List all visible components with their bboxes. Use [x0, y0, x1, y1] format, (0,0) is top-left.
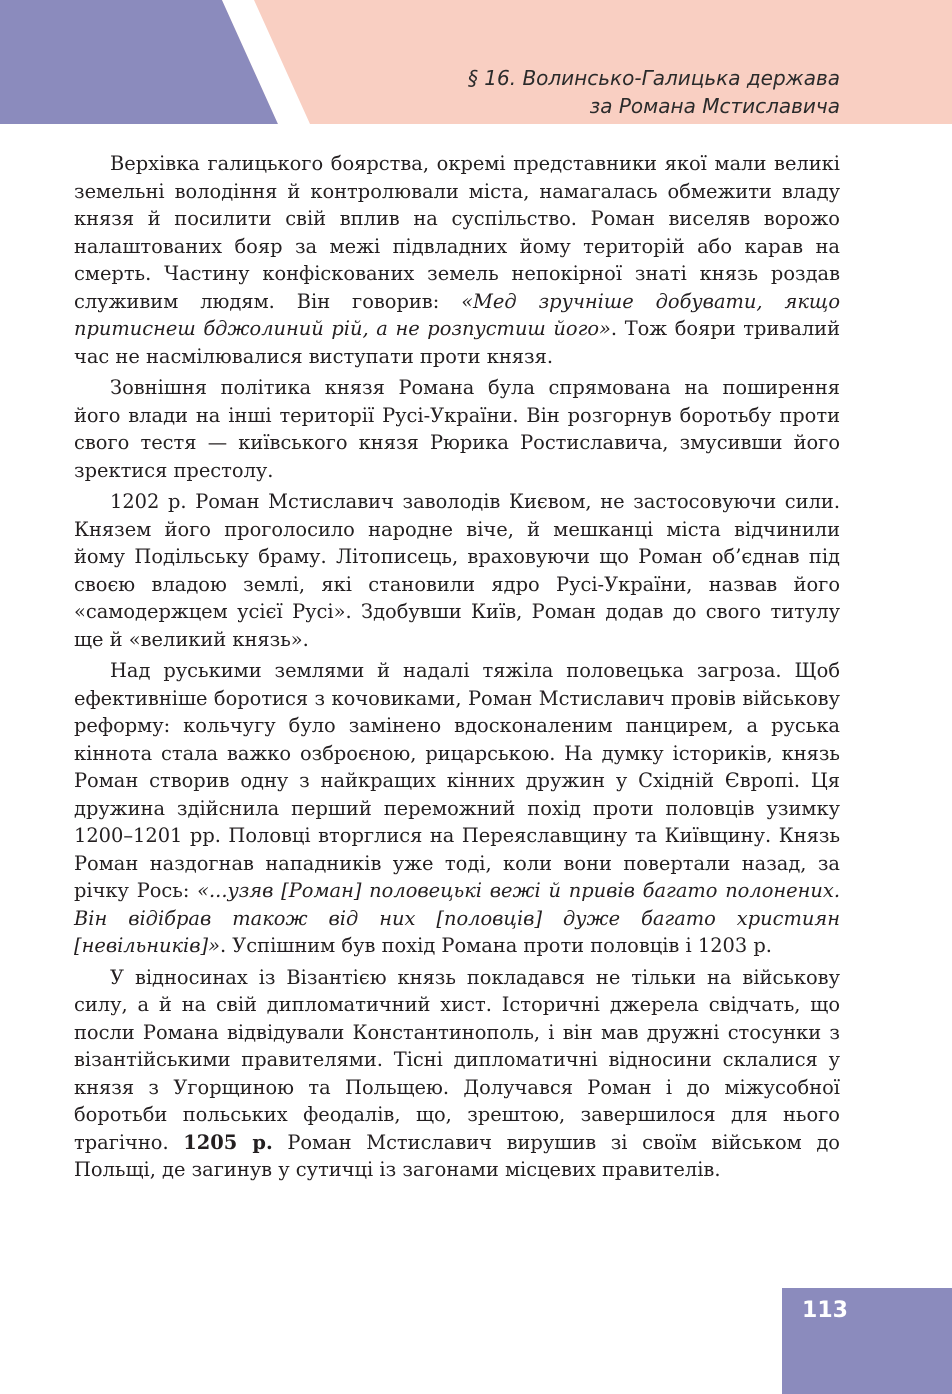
paragraph-5: [74, 964, 840, 1184]
quote: «Мед зручніше добувати, якщо притиснеш бджолиний рій, а не розпустиш його»: [74, 289, 840, 340]
section-title-line-1: § 16. Волинсько-Галицька держава: [467, 66, 840, 90]
paragraph-3: [74, 488, 840, 653]
section-title-line-2: за Романа Мстиславича: [589, 94, 840, 118]
paragraph-text: Верхівка галицького боярства, окремі представники якої мали великі земельні володіння й контролювали міста, намагалась обмежити владу князя й посилити свій вплив на суспільство. Роман виселяв ворожо налаштованих бояр за межі підвладних йому територій або карав на смерть. Частину конфіскованих земель непокірної знаті князь роздав служивим людям. Він говорив:: [74, 152, 840, 313]
date-highlight: 1205 р.: [183, 1130, 273, 1154]
paragraph-4: [74, 657, 840, 960]
paragraph-text: Роман Мстиславич вирушив зі своїм військом до Польщі, де загинув у сутичці із загонами місцевих правителів.: [74, 1130, 840, 1181]
paragraph-1: [74, 150, 840, 370]
paragraph-2: [74, 374, 840, 484]
body-text: [74, 150, 840, 1188]
paragraph-text: Над руськими землями й надалі тяжіла половецька загроза. Щоб ефективніше боротися з кочовиками, Роман Мстиславич провів військову реформу: кольчугу було замінено вдосконаленим панцирем, а руська кіннота стала важко озброєною, рицарською. На думку істориків, князь Роман створив одну з найкращих кінних дружин у Східній Європі. Ця дружина здійснила перший переможний похід проти половців узимку 1200–1201 рр. Половці вторглися на Переяславщину та Київщину. Князь Роман наздогнав нападників уже тоді, коли вони повертали назад, за річку Рось:: [74, 659, 840, 902]
quote: «...узяв [Роман] половецькі вежі й привів багато полонених. Він відібрав також від них [половців] дуже багато християн [невільників]»: [74, 879, 840, 957]
paragraph-text: У відносинах із Візантією князь покладався не тільки на військову силу, а й на свій дипломатичний хист. Історичні джерела свідчать, що посли Романа відвідували Константинополь, і він мав дружні стосунки з візантійськими правителями. Тісні дипломатичні відносини склалися у князя з Угорщиною та Польщею. Долучався Роман і до міжусобної боротьби польських феодалів, що, зрештою, завершилося для нього трагічно.: [74, 965, 840, 1154]
page-number: 113: [802, 1298, 848, 1323]
paragraph-text: Зовнішня політика князя Романа була спрямована на поширення його влади на інші території Русі-України. Він розгорнув боротьбу проти свого тестя — київського князя Рюрика Ростиславича, змусивши його зректися престолу.: [74, 376, 840, 482]
paragraph-text: . Тож бояри тривалий час не насмілювалися виступати проти князя.: [74, 317, 840, 368]
section-title: [280, 64, 840, 120]
paragraph-text: 1202 р. Роман Мстиславич заволодів Києвом, не застосовуючи сили. Князем його проголосило народне віче, й мешканці міста відчинили йому Подільську браму. Літописець, враховуючи що Роман об’єднав під своєю владою землі, які становили ядро Русі-України, назвав його «самодержцем усієї Русі». Здобувши Київ, Роман додав до свого титулу ще й «великий князь».: [74, 490, 840, 651]
paragraph-text: . Успішним був похід Романа проти половців і 1203 р.: [219, 934, 772, 957]
